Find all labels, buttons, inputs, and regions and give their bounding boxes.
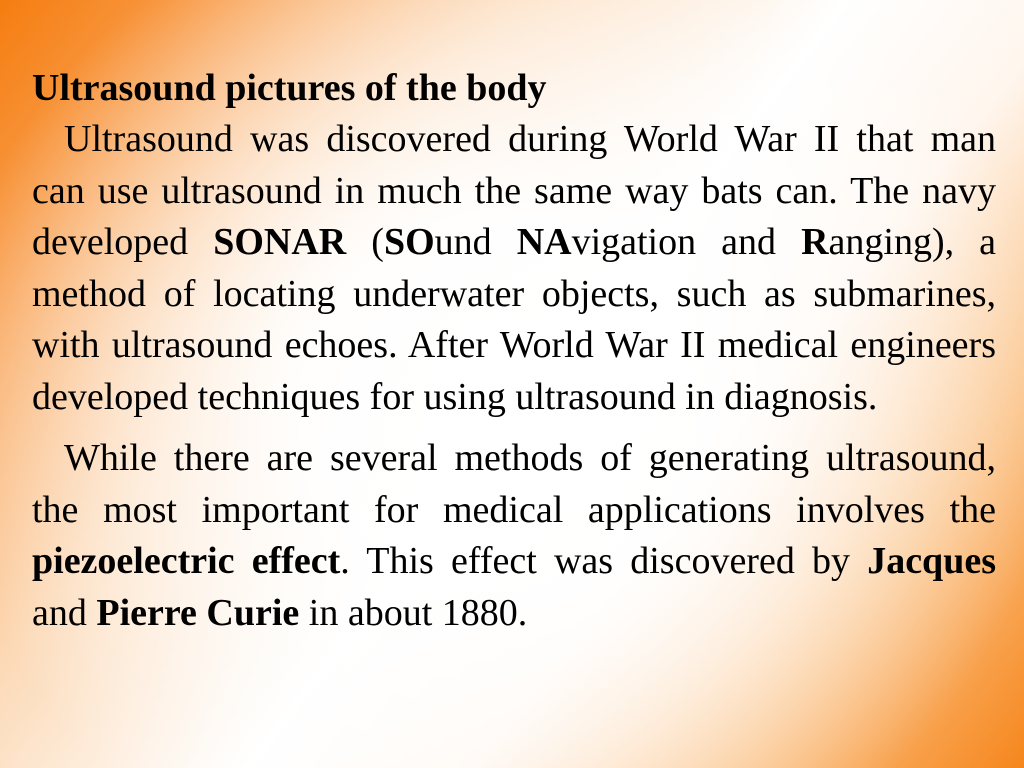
paragraph-piezo-intro: While there are several methods of generating ultrasound, the most important for medical applications involves the bbox=[32, 437, 996, 531]
acronym-so: SO bbox=[383, 221, 435, 263]
acronym-vigation: vigation and bbox=[571, 221, 802, 263]
acronym-r: R bbox=[801, 221, 829, 263]
sonar-term: SONAR bbox=[213, 221, 347, 263]
piezoelectric-term: piezoelectric effect bbox=[32, 540, 341, 582]
slide-content bbox=[32, 64, 996, 639]
conjunction-and: and bbox=[32, 591, 97, 634]
paragraph-piezo-end: in about 1880. bbox=[299, 591, 528, 634]
paren-open: ( bbox=[346, 221, 384, 263]
acronym-na: NA bbox=[516, 221, 572, 263]
slide-title: Ultrasound pictures of the body bbox=[32, 67, 547, 109]
paragraph-piezo-mid: . This effect was discovered by bbox=[340, 540, 868, 582]
paragraph-history-intro: Ultrasound was discovered during World War II that man can use ultrasound in much the same way bats can. The navy developed bbox=[32, 118, 996, 263]
name-pierre-curie: Pierre Curie bbox=[96, 591, 300, 634]
paragraph-history-rest: anging), a method of locating underwater objects, such as submarines, with ultrasound echoes. After World War II medical engineers developed techniques for using ultrasound in diagnosis. bbox=[32, 221, 997, 418]
name-jacques: Jacques bbox=[867, 540, 996, 582]
paragraph-piezoelectric bbox=[32, 433, 996, 639]
acronym-und: und bbox=[434, 221, 517, 263]
paragraph-history bbox=[32, 114, 996, 423]
